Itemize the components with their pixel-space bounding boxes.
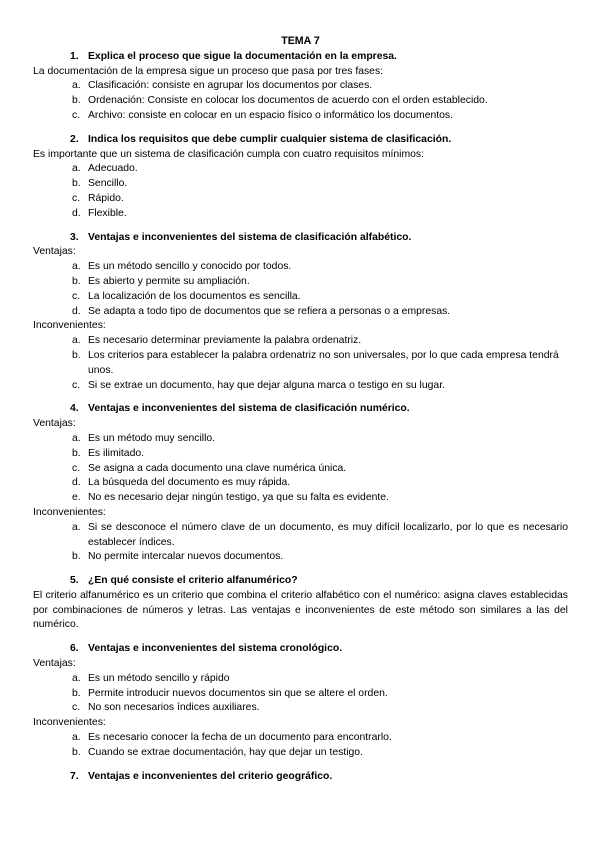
list-text: Los criterios para establecer la palabra ordenatriz no son universales, por lo que cada empresa tendrá unos. <box>88 349 559 376</box>
question-number: 1. <box>70 50 79 62</box>
question-number: 3. <box>70 231 79 243</box>
list-item <box>33 177 568 192</box>
section-2-intro: Es importante que un sistema de clasificación cumpla con cuatro requisitos mínimos: <box>33 148 424 160</box>
list-letter: a. <box>72 432 81 444</box>
question-number: 7. <box>70 770 79 782</box>
list-text: Cuando se extrae documentación, hay que dejar un testigo. <box>88 746 363 758</box>
list-item <box>33 731 568 746</box>
section-5-paragraph: El criterio alfanumérico es un criterio que combina el criterio alfabético con el numérico: asigna claves establecidas por combinaciones de números y letras. Las ventajas e inconvenientes de este método son similares a las del numérico. <box>33 589 568 631</box>
list-text: Rápido. <box>88 192 124 204</box>
question-2 <box>33 133 568 148</box>
question-text: ¿En qué consiste el criterio alfanumérico? <box>88 575 298 587</box>
list-letter: b. <box>72 447 81 459</box>
question-number: 4. <box>70 403 79 415</box>
list-letter: a. <box>72 732 81 744</box>
list-text: Es un método sencillo y conocido por todos. <box>88 261 292 273</box>
list-letter: b. <box>72 95 81 107</box>
spacer <box>33 761 568 770</box>
list-text: Es un método muy sencillo. <box>88 432 216 444</box>
list-item <box>33 334 568 349</box>
list-item <box>33 260 568 275</box>
spacer <box>33 124 568 133</box>
question-text: Ventajas e inconvenientes del sistema de clasificación numérico. <box>88 403 410 415</box>
list-text: La búsqueda del documento es muy rápida. <box>88 477 291 489</box>
question-4 <box>33 402 568 417</box>
list-text: Clasificación: consiste en agrupar los documentos por clases. <box>88 80 373 92</box>
list-letter: b. <box>72 275 81 287</box>
list-letter: d. <box>72 207 81 219</box>
list-item <box>33 447 568 462</box>
section-6-inconvenientes-list <box>33 731 568 761</box>
list-text: Sencillo. <box>88 178 128 190</box>
list-letter: c. <box>72 379 81 391</box>
list-item <box>33 462 568 477</box>
list-item <box>33 162 568 177</box>
question-text: Ventajas e inconvenientes del criterio geográfico. <box>88 770 333 782</box>
list-text: Es un método sencillo y rápido <box>88 672 230 684</box>
list-letter: c. <box>72 290 81 302</box>
list-item <box>33 379 568 394</box>
list-item <box>33 491 568 506</box>
list-letter: a. <box>72 521 81 533</box>
list-text: Archivo: consiste en colocar en un espacio físico o informático los documentos. <box>88 109 454 121</box>
list-letter: a. <box>72 672 81 684</box>
list-text: Si se extrae un documento, hay que dejar alguna marca o testigo en su lugar. <box>88 379 445 391</box>
list-letter: d. <box>72 477 81 489</box>
list-item <box>33 432 568 447</box>
list-item <box>33 109 568 124</box>
question-number: 6. <box>70 643 79 655</box>
question-3 <box>33 231 568 246</box>
document-title: TEMA 7 <box>281 35 320 47</box>
list-item <box>33 192 568 207</box>
list-text: Es necesario conocer la fecha de un documento para encontrarlo. <box>88 732 392 744</box>
list-letter: c. <box>72 462 81 474</box>
list-item <box>33 305 568 320</box>
list-text: Es ilimitado. <box>88 447 145 459</box>
list-item <box>33 521 568 551</box>
list-letter: c. <box>72 109 81 121</box>
section-4-ventajas-list <box>33 432 568 506</box>
section-3-inconvenientes-list <box>33 334 568 393</box>
section-2-list <box>33 162 568 221</box>
list-letter: b. <box>72 687 81 699</box>
list-item <box>33 476 568 491</box>
list-text: No son necesarios índices auxiliares. <box>88 702 260 714</box>
inconvenientes-label: Inconvenientes: <box>33 320 106 332</box>
list-text: Flexible. <box>88 207 127 219</box>
list-item <box>33 349 568 379</box>
ventajas-label: Ventajas: <box>33 658 76 670</box>
list-item <box>33 746 568 761</box>
list-text: Adecuado. <box>88 163 138 175</box>
ventajas-label: Ventajas: <box>33 246 76 258</box>
document-content <box>33 34 568 784</box>
list-item <box>33 550 568 565</box>
list-text: Ordenación: Consiste en colocar los documentos de acuerdo con el orden establecido. <box>88 95 488 107</box>
question-1 <box>33 50 568 65</box>
question-5 <box>33 574 568 589</box>
list-text: Se adapta a todo tipo de documentos que se refiera a personas o a empresas. <box>88 305 451 317</box>
list-item <box>33 79 568 94</box>
list-text: La localización de los documentos es sencilla. <box>88 290 301 302</box>
question-6 <box>33 642 568 657</box>
section-4-inconvenientes-list <box>33 521 568 565</box>
question-number: 5. <box>70 575 79 587</box>
list-letter: a. <box>72 163 81 175</box>
list-text: Si se desconoce el número clave de un documento, es muy difícil localizarlo, por lo que es necesario establecer índices. <box>88 521 568 548</box>
list-letter: b. <box>72 551 81 563</box>
list-text: Permite introducir nuevos documentos sin que se altere el orden. <box>88 687 388 699</box>
section-3-ventajas-list <box>33 260 568 319</box>
list-letter: b. <box>72 746 81 758</box>
list-letter: a. <box>72 335 81 347</box>
spacer <box>33 222 568 231</box>
list-item <box>33 275 568 290</box>
list-text: No es necesario dejar ningún testigo, ya que su falta es evidente. <box>88 492 389 504</box>
list-letter: b. <box>72 178 81 190</box>
list-text: Es abierto y permite su ampliación. <box>88 275 250 287</box>
spacer <box>33 565 568 574</box>
list-letter: d. <box>72 305 81 317</box>
spacer <box>33 393 568 402</box>
list-item <box>33 687 568 702</box>
list-letter: a. <box>72 261 81 273</box>
list-item <box>33 672 568 687</box>
inconvenientes-label: Inconvenientes: <box>33 717 106 729</box>
ventajas-label: Ventajas: <box>33 418 76 430</box>
list-item <box>33 290 568 305</box>
list-item <box>33 701 568 716</box>
list-item <box>33 94 568 109</box>
section-1-intro: La documentación de la empresa sigue un proceso que pasa por tres fases: <box>33 65 384 77</box>
list-text: No permite intercalar nuevos documentos. <box>88 551 284 563</box>
question-text: Explica el proceso que sigue la documentación en la empresa. <box>88 50 397 62</box>
list-letter: c. <box>72 702 81 714</box>
list-letter: a. <box>72 80 81 92</box>
section-1-list <box>33 79 568 123</box>
list-text: Es necesario determinar previamente la palabra ordenatriz. <box>88 335 362 347</box>
list-letter: c. <box>72 192 81 204</box>
question-text: Ventajas e inconvenientes del sistema cronológico. <box>88 643 343 655</box>
question-7 <box>33 770 568 785</box>
list-text: Se asigna a cada documento una clave numérica única. <box>88 462 347 474</box>
list-letter: b. <box>72 349 81 361</box>
list-item <box>33 207 568 222</box>
question-number: 2. <box>70 133 79 145</box>
spacer <box>33 633 568 642</box>
section-6-ventajas-list <box>33 672 568 716</box>
question-text: Ventajas e inconvenientes del sistema de clasificación alfabético. <box>88 231 412 243</box>
list-letter: e. <box>72 492 81 504</box>
inconvenientes-label: Inconvenientes: <box>33 506 106 518</box>
question-text: Indica los requisitos que debe cumplir cualquier sistema de clasificación. <box>88 133 452 145</box>
